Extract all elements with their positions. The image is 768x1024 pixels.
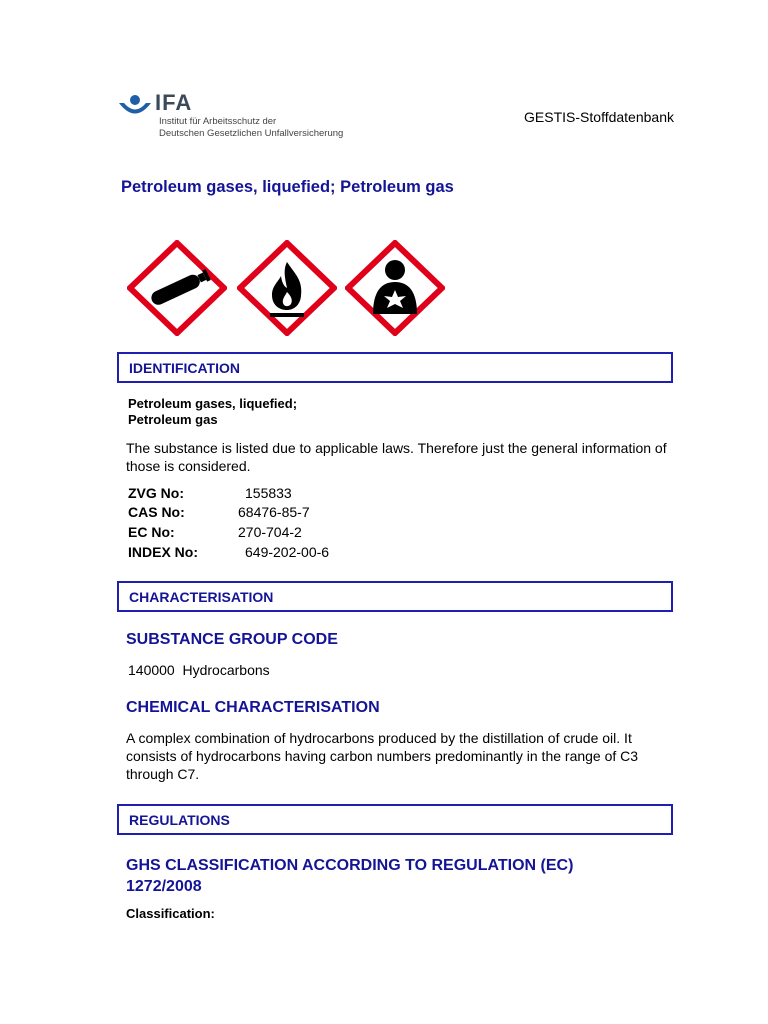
ec-label: EC No:: [128, 524, 175, 540]
logo-subtitle-line2: Deutschen Gesetzlichen Unfallversicherung: [159, 128, 344, 139]
ifa-logo: [117, 90, 367, 144]
chemical-characterisation-text: A complex combination of hydrocarbons produced by the distillation of crude oil. It consists of hydrocarbons having carbon numbers predominantly in the range of C3 through C7.: [126, 730, 639, 782]
classification-label: Classification:: [126, 906, 215, 921]
section-regulations-heading: REGULATIONS: [129, 812, 230, 828]
zvg-value: 155833: [245, 485, 292, 501]
section-characterisation: [117, 581, 673, 612]
gas-cylinder-icon: [127, 240, 227, 336]
section-regulations: [117, 804, 673, 835]
section-characterisation-heading: CHARACTERISATION: [129, 589, 274, 605]
substance-name-line2: Petroleum gas: [128, 412, 218, 427]
zvg-label: ZVG No:: [128, 485, 184, 501]
cas-value: 68476-85-7: [238, 504, 310, 520]
database-name: GESTIS-Stoffdatenbank: [524, 109, 674, 125]
health-hazard-icon: [345, 240, 445, 336]
logo-ifa-text: IFA: [155, 90, 193, 115]
chemical-characterisation-heading: CHEMICAL CHARACTERISATION: [126, 699, 380, 716]
index-label: INDEX No:: [128, 544, 198, 560]
section-identification-heading: IDENTIFICATION: [129, 360, 240, 376]
substance-name-line1: Petroleum gases, liquefied;: [128, 396, 298, 411]
ghs-classification-heading: GHS CLASSIFICATION ACCORDING TO REGULATION (EC) 1272/2008: [126, 857, 574, 895]
cas-label: CAS No:: [128, 504, 185, 520]
substance-group-code-heading: SUBSTANCE GROUP CODE: [126, 631, 338, 648]
substance-group-code: 140000 Hydrocarbons: [128, 662, 270, 678]
index-value: 649-202-00-6: [245, 544, 330, 560]
page-title: Petroleum gases, liquefied; Petroleum gas: [121, 178, 454, 196]
section-identification: [117, 352, 673, 383]
flame-icon: [237, 240, 337, 336]
ifa-logo-mark-icon: [117, 94, 153, 120]
logo-subtitle-line1: Institut für Arbeitsschutz der: [159, 116, 277, 127]
listing-notice: The substance is listed due to applicable laws. Therefore just the general information of those is considered.: [126, 440, 667, 474]
ec-value: 270-704-2: [238, 524, 302, 540]
